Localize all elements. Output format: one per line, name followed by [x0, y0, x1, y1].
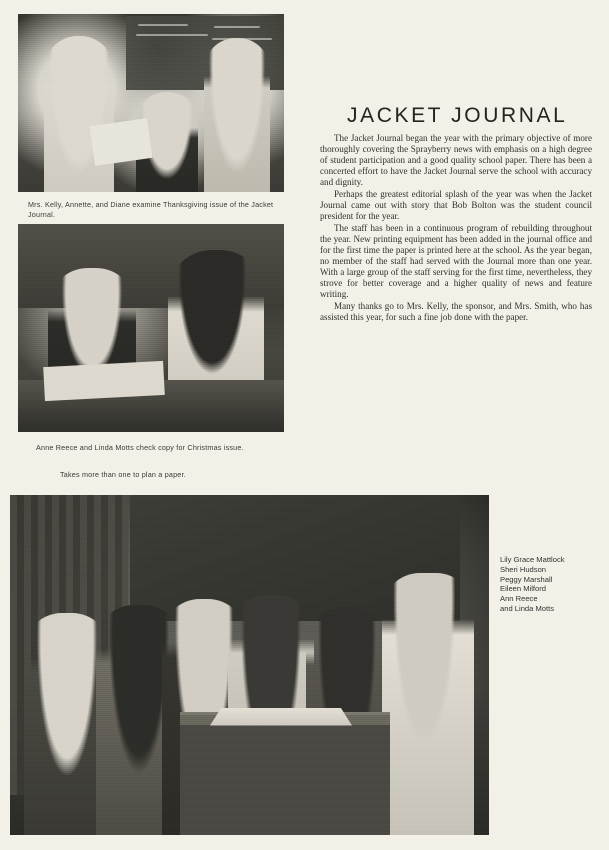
- name-list-item: Eileen Milford: [500, 584, 547, 594]
- chalk-mark: [138, 24, 188, 26]
- name-list-item: Ann Reece: [500, 594, 538, 604]
- photo-thanksgiving-issue: [18, 14, 284, 192]
- staff-name-list: [500, 555, 600, 614]
- open-newspaper: [210, 708, 352, 725]
- article-body: [320, 133, 592, 324]
- photo-christmas-copy: [18, 224, 284, 432]
- name-list-item: Sheri Hudson: [500, 564, 547, 574]
- photo-staff-group: [10, 495, 489, 835]
- person-figure: [204, 38, 270, 192]
- article-paragraph: The staff has been in a continuous program of rebuilding throughout the year. New printing equipment has been added in the journal office and for the first time the paper is printed here at the school. As the year began, no member of the staff had served with the Journal more than one year. With a large group of the staff serving for the first time, nevertheless, they strove for better coverage and a higher quality of news and feature writing.: [320, 222, 592, 300]
- caption-photo-one: Mrs. Kelly, Annette, and Diane examine Thanksgiving issue of the Jacket Journal.: [28, 200, 274, 219]
- caption-photo-three: Takes more than one to plan a paper.: [60, 470, 186, 479]
- chalk-mark: [136, 34, 208, 36]
- newspaper-sheet: [89, 118, 152, 166]
- name-list-item: and Linda Motts: [500, 603, 555, 613]
- article-paragraph: The Jacket Journal began the year with the primary objective of more thoroughly covering the Sprayberry news with emphasis on a high degree of student participation and a good quality school paper. There has been a concerted effort to have the Jacket Journal serve the school with accuracy and dignity.: [320, 133, 592, 188]
- page-title: JACKET JOURNAL: [347, 104, 568, 128]
- name-list-item: Peggy Marshall: [500, 574, 553, 584]
- person-figure: [382, 573, 474, 835]
- caption-photo-two: Anne Reece and Linda Motts check copy for Christmas issue.: [36, 443, 244, 452]
- name-list-item: Lily Grace Mattlock: [500, 555, 565, 564]
- desk-front: [180, 712, 390, 835]
- newspaper-copy: [43, 361, 165, 401]
- chalk-mark: [214, 26, 260, 28]
- article-paragraph: Perhaps the greatest editorial splash of the year was when the Jacket Journal came out with story that Bob Bolton was the student council president for the year.: [320, 188, 592, 222]
- article-paragraph: Many thanks go to Mrs. Kelly, the sponsor, and Mrs. Smith, who has assisted this year, for such a fine job done with the paper.: [320, 300, 592, 322]
- person-figure: [44, 36, 114, 192]
